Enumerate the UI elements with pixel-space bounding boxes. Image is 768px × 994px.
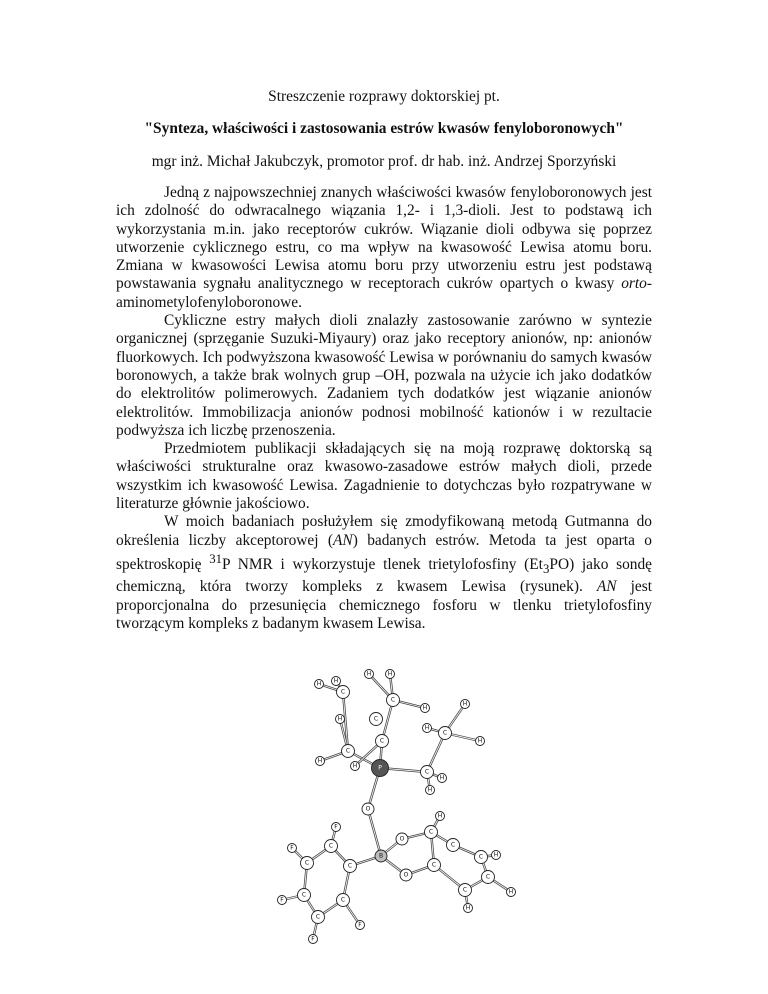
atom-c — [459, 884, 472, 897]
paragraph-2: Cykliczne estry małych dioli znalazły zastosowanie zarówno w syntezie organicznej (sprzęganie Suzuki-Miyaury) oraz jako receptory anionów, np: anionów fluorkowych. Ich podwyższona kwasowość Lewisa w porównaniu do samych kwasów boronowych, a także brak wolnych grup –OH, pozwala na użycie ich jako dodatków do elektrolitów polimerowych. Zadaniem tych dodatków jest wiązanie anionów elektrolitów. Immobilizacja anionów podnosi mobilność kationów i w rezultacie podwyższa ich liczbę przenoszenia. — [116, 312, 652, 439]
atom-o — [396, 833, 408, 845]
atom-label: H — [437, 812, 443, 820]
abstract-body — [116, 184, 652, 633]
atom-c — [482, 871, 495, 884]
atom-c — [387, 694, 400, 707]
atom-label: B — [378, 852, 384, 860]
atom-f — [356, 921, 365, 930]
atom-o — [362, 803, 374, 815]
atom-label: C — [450, 841, 456, 849]
formula-subscript: 3 — [542, 562, 550, 577]
paragraph-3: Przedmiotem publikacji składających się na moją rozprawę doktorską są właściwości strukturalne oraz kwasowo-zasadowe estrów małych dioli, przede wszystkim ich kwasowość Lewisa. Zagadnienie to dotychczas było rozpatrywane w literaturze głównie jakościowo. — [116, 440, 652, 513]
atom-label: C — [390, 696, 396, 704]
atom-label: C — [304, 859, 310, 867]
atom-h — [426, 786, 435, 795]
atom-label: C — [340, 896, 346, 904]
atom-c — [428, 859, 441, 872]
atom-c — [337, 686, 350, 699]
atom-label: H — [333, 677, 339, 685]
atom-c — [298, 889, 311, 902]
acceptor-number-abbr: AN — [333, 531, 353, 549]
paragraph-4-text: jest proporcjonalna do przesunięcia chemicznego fosforu w tlenku trietylofosfiny tworzącym kompleks z badanym kwasem Lewisa. — [116, 578, 652, 633]
atom-label: C — [442, 729, 448, 737]
molecule-structure-diagram — [270, 652, 520, 952]
atom-label: P — [378, 764, 382, 772]
paragraph-1 — [116, 184, 652, 312]
atom-f — [288, 844, 297, 853]
atom-c — [337, 894, 350, 907]
atom-label: C — [428, 828, 434, 836]
atom-h — [421, 704, 430, 713]
atom-c — [312, 911, 325, 924]
atom-label: O — [399, 835, 405, 843]
atom-label: H — [316, 680, 322, 688]
atom-label: H — [352, 762, 358, 770]
atom-label: C — [485, 873, 491, 881]
atom-h — [423, 724, 432, 733]
atom-label: C — [301, 891, 307, 899]
atom-label: H — [465, 904, 471, 912]
atom-c — [370, 713, 383, 726]
molecule-figure — [270, 652, 520, 952]
atom-label: H — [427, 786, 433, 794]
atom-c — [425, 826, 438, 839]
atom-c — [421, 766, 434, 779]
atom-label: C — [379, 737, 385, 745]
paragraph-1-text-end: -aminometylofenyloboronowe. — [116, 275, 652, 311]
atom-h — [438, 774, 447, 783]
paragraph-4-text: ) badanych estrów. Metoda ta jest oparta o spektroskopię — [116, 531, 652, 574]
atom-label: C — [478, 853, 484, 861]
atom-c — [447, 839, 460, 852]
atom-label: F — [334, 823, 338, 831]
atom-label: H — [477, 737, 483, 745]
atom-label: C — [345, 747, 351, 755]
atom-c — [439, 727, 452, 740]
atom-c — [376, 735, 389, 748]
atom-label: H — [422, 704, 428, 712]
atom-h — [365, 670, 374, 679]
atom-label: C — [340, 688, 346, 696]
atom-f — [278, 896, 287, 905]
atom-label: H — [508, 888, 514, 896]
atom-label: H — [387, 670, 393, 678]
atom-b — [375, 850, 387, 862]
atom-label: C — [424, 768, 430, 776]
bond-highlight — [368, 809, 381, 856]
atom-c — [325, 840, 338, 853]
atom-c — [344, 860, 357, 873]
atom-label: H — [424, 724, 430, 732]
atom-c — [301, 857, 314, 870]
atom-h — [316, 757, 325, 766]
atom-label: H — [337, 715, 343, 723]
atom-label: F — [280, 896, 284, 904]
paragraph-1-italic: orto — [621, 275, 647, 293]
atom-h — [386, 670, 395, 679]
atom-label: H — [317, 757, 323, 765]
atom-label: C — [328, 842, 334, 850]
paragraph-4-text: W moich badaniach posłużyłem się zmodyfikowaną metodą Gutmanna do określenia liczby akceptorowej ( — [116, 513, 652, 549]
atom-label: F — [358, 921, 362, 929]
paragraph-4-text: P NMR i wykorzystuje tlenek trietylofosfiny (Et — [222, 556, 543, 574]
atom-f — [332, 823, 341, 832]
atom-h — [332, 677, 341, 686]
atom-f — [309, 935, 318, 944]
atom-label: H — [462, 700, 468, 708]
atom-h — [461, 700, 470, 709]
atom-p — [372, 760, 389, 777]
paragraph-4 — [116, 513, 652, 633]
atom-h — [476, 737, 485, 746]
paragraph-4-text: PO) jako sondę chemiczną, która tworzy kompleks z kwasem Lewisa (rysunek). — [116, 556, 653, 596]
acceptor-number-abbr: AN — [596, 578, 617, 596]
document-heading: Streszczenie rozprawy doktorskiej pt. — [268, 88, 500, 105]
thesis-title: "Synteza, właściwości i zastosowania estrów kwasów fenyloboronowych" — [144, 120, 624, 137]
atom-label: F — [290, 844, 294, 852]
atom-h — [336, 715, 345, 724]
atom-label: H — [493, 851, 499, 859]
atom-h — [464, 904, 473, 913]
isotope-superscript: 31 — [209, 551, 223, 566]
atom-h — [351, 762, 360, 771]
atom-h — [507, 888, 516, 897]
atom-c — [475, 851, 488, 864]
atom-label: C — [373, 715, 379, 723]
atom-label: H — [439, 774, 445, 782]
atom-label: O — [403, 871, 409, 879]
atom-h — [436, 812, 445, 821]
atom-label: H — [366, 670, 372, 678]
atom-label: F — [311, 935, 315, 943]
atom-c — [342, 745, 355, 758]
atom-o — [400, 869, 412, 881]
paragraph-1-text: Jedną z najpowszechniej znanych właściwości kwasów fenyloboronowych jest ich zdolność do odwracalnego wiązania 1,2- i 1,3-dioli. Jest to podstawą ich wykorzystania m.in. jako receptorów cukrów. Wiązanie dioli odbywa się poprzez utworzenie cyklicznego estru, co ma wpływ na kwasowość Lewisa atomu boru. Zmiana w kwasowości Lewisa atomu boru przy utworzeniu estru jest podstawą powstawania sygnału analitycznego w receptorach cukrów opartych o kwasy — [116, 184, 652, 293]
atom-label: C — [431, 861, 437, 869]
author-line: mgr inż. Michał Jakubczyk, promotor prof. dr hab. inż. Andrzej Sporzyński — [151, 153, 617, 170]
atom-h — [492, 851, 501, 860]
atom-label: O — [365, 805, 371, 813]
atom-label: C — [347, 862, 353, 870]
atom-label: C — [462, 886, 468, 894]
atom-h — [315, 680, 324, 689]
atom-label: C — [315, 913, 321, 921]
